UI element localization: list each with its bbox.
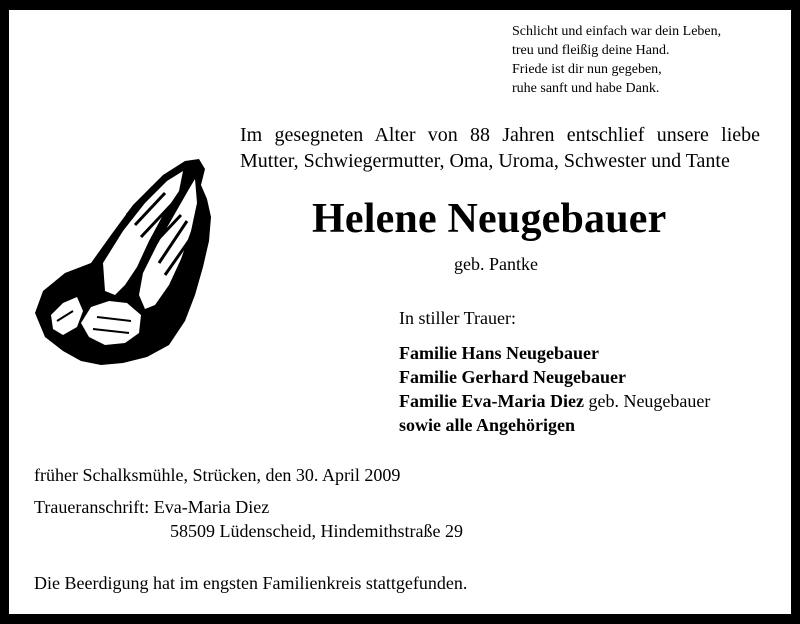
intro-text [240, 122, 760, 174]
maiden-name: geb. Pantke [454, 254, 538, 274]
relatives-line: sowie alle Angehörigen [399, 415, 575, 435]
family-entry [399, 389, 710, 413]
obituary-notice [9, 10, 791, 614]
praying-hands-icon [31, 145, 221, 365]
intro-line-1: Im gesegneten Alter von 88 Jahren entschlief unsere liebe [240, 124, 760, 146]
poem-line: Friede ist dir nun gegeben, [512, 62, 662, 77]
address-line-2: 58509 Lüdenscheid, Hindemithstraße 29 [170, 521, 463, 541]
family-entry: Familie Hans Neugebauer [399, 343, 599, 363]
poem-line: treu und fleißig deine Hand. [512, 43, 670, 58]
mourning-address [34, 495, 463, 543]
intro-line-2: Mutter, Schwiegermutter, Oma, Uroma, Schwester und Tante [240, 150, 730, 172]
poem-line: ruhe sanft und habe Dank. [512, 81, 660, 96]
deceased-name: Helene Neugebauer [312, 196, 667, 242]
poem-line: Schlicht und einfach war dein Leben, [512, 24, 722, 39]
place-date-line: früher Schalksmühle, Strücken, den 30. April 2009 [34, 465, 401, 485]
family-suffix: geb. Neugebauer [588, 391, 711, 411]
poem [512, 22, 721, 98]
family-list [399, 341, 710, 437]
funeral-note: Die Beerdigung hat im engsten Familienkreis stattgefunden. [34, 573, 468, 593]
family-entry: Familie Gerhard Neugebauer [399, 367, 626, 387]
mourning-heading: In stiller Trauer: [399, 308, 516, 328]
family-name: Familie Eva-Maria Diez [399, 391, 584, 411]
address-line-1: Traueranschrift: Eva-Maria Diez [34, 497, 270, 517]
